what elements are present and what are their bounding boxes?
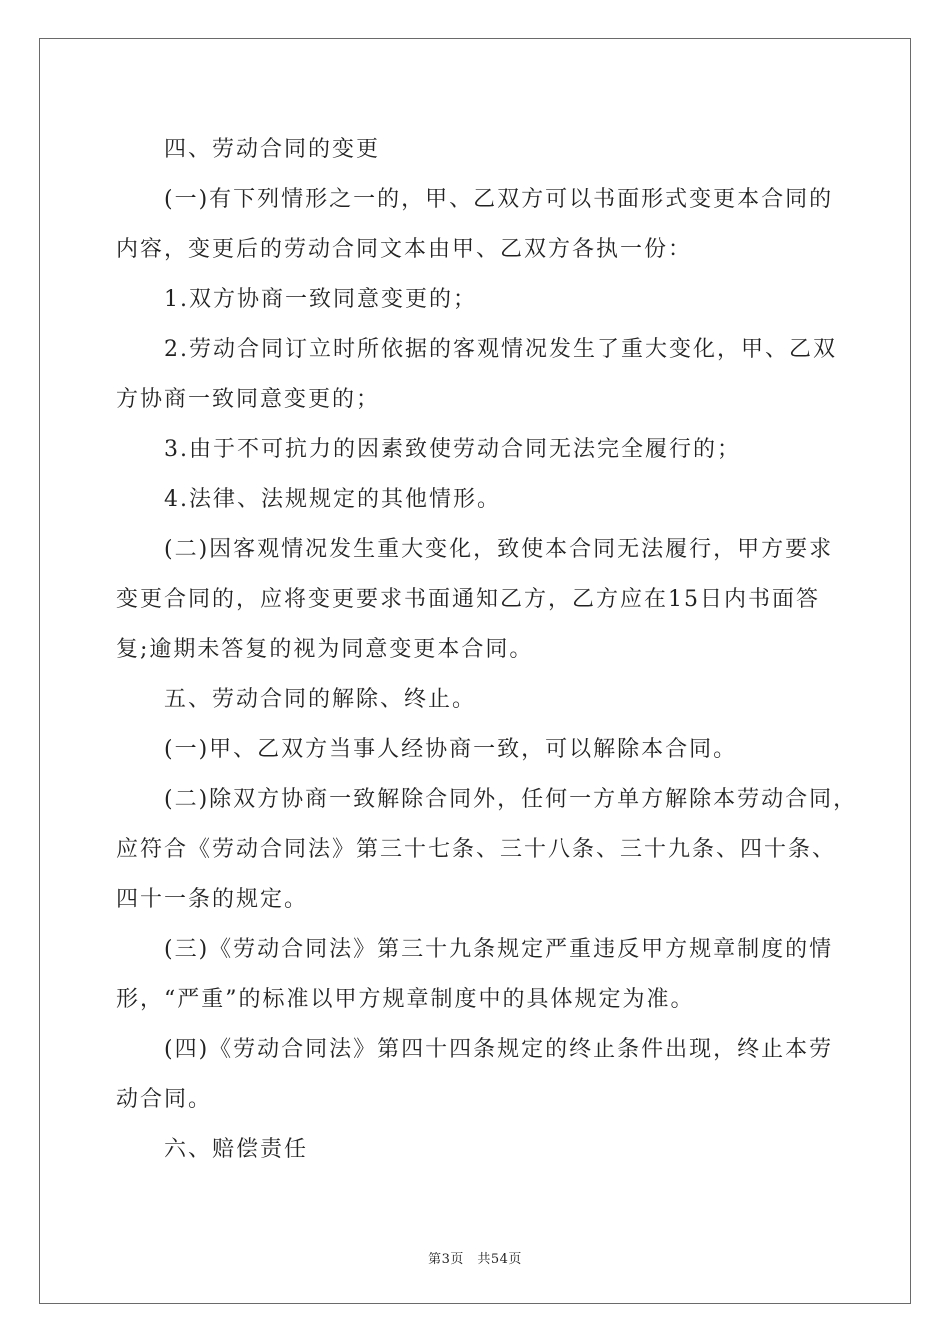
paragraph-line: 形，“严重”的标准以甲方规章制度中的具体规定为准。 [116, 987, 695, 1012]
list-item-3: 3.由于不可抗力的因素致使劳动合同无法完全履行的； [164, 437, 741, 462]
paragraph-line: 变更合同的，应将变更要求书面通知乙方，乙方应在15日内书面答 [116, 587, 820, 612]
paragraph-line: 动合同。 [116, 1087, 213, 1112]
paragraph-line: (二)除双方协商一致解除合同外，任何一方单方解除本劳动合同， [164, 787, 858, 812]
paragraph-line: 内容，变更后的劳动合同文本由甲、乙双方各执一份： [116, 237, 693, 262]
paragraph-line: (四)《劳动合同法》第四十四条规定的终止条件出现，终止本劳 [164, 1037, 834, 1062]
list-item-1: 1.双方协商一致同意变更的； [164, 287, 477, 312]
heading-section-6: 六、赔偿责任 [164, 1137, 309, 1162]
paragraph-line: (二)因客观情况发生重大变化，致使本合同无法履行，甲方要求 [164, 537, 834, 562]
paragraph-line: (一)甲、乙双方当事人经协商一致，可以解除本合同。 [164, 737, 738, 762]
heading-section-5: 五、劳动合同的解除、终止。 [164, 687, 477, 712]
paragraph-line: 复;逾期未答复的视为同意变更本合同。 [116, 637, 534, 662]
paragraph-line: (三)《劳动合同法》第三十九条规定严重违反甲方规章制度的情 [164, 937, 834, 962]
page-number-footer: 第3页 共54页 [428, 1252, 522, 1267]
page-border [39, 38, 911, 1304]
paragraph-line: 应符合《劳动合同法》第三十七条、三十八条、三十九条、四十条、 [116, 837, 837, 862]
list-item-2: 2.劳动合同订立时所依据的客观情况发生了重大变化，甲、乙双 [164, 337, 837, 362]
paragraph-line: (一)有下列情形之一的，甲、乙双方可以书面形式变更本合同的 [164, 187, 834, 212]
paragraph-line: 四十一条的规定。 [116, 887, 309, 912]
paragraph-line: 方协商一致同意变更的； [116, 387, 381, 412]
list-item-4: 4.法律、法规规定的其他情形。 [164, 487, 501, 512]
heading-section-4: 四、劳动合同的变更 [164, 137, 381, 162]
